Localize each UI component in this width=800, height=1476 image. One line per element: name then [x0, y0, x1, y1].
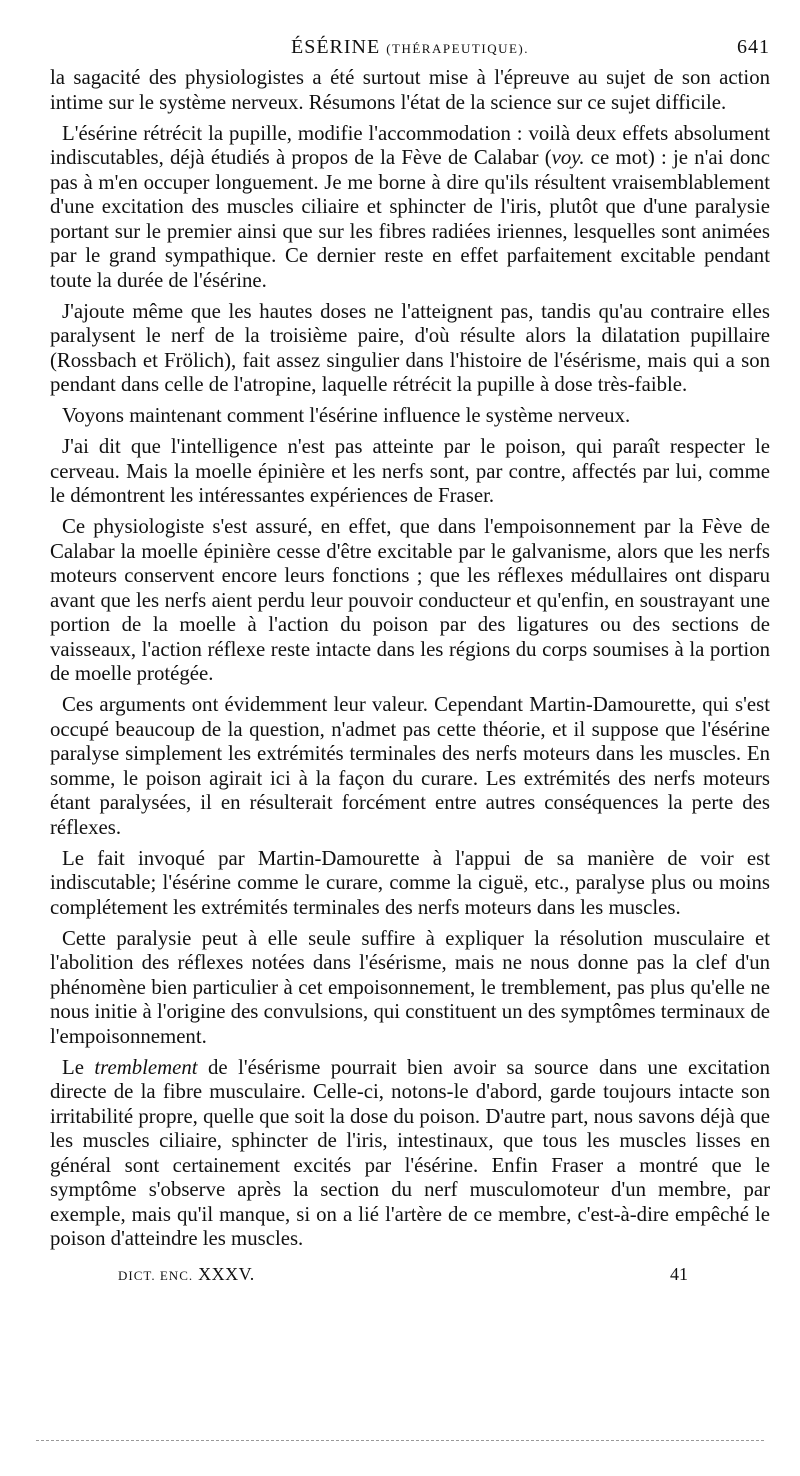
header-title: ÉSÉRINE — [290, 36, 381, 58]
paragraph: J'ai dit que l'intelligence n'est pas atteinte par le poison, qui paraît respecter le cerveau. Mais la moelle épinière et les nerfs sont, par contre, affectés par lui, comme le démontrent les intéressantes expériences de Fraser. — [50, 435, 770, 507]
paragraph: Voyons maintenant comment l'ésérine influence le système nerveux. — [62, 404, 631, 427]
body-text — [50, 66, 770, 1252]
paragraph: Cette paralysie peut à elle seule suffire à expliquer la résolution musculaire et l'abolition des réflexes notées dans l'ésérisme, mais ne nous donne pas la clef d'un phénomène bien particulier à cet empoisonnement, le tremblement, pas plus qu'elle ne nous initie à l'origine des convulsions, qui constituent un des symptômes terminaux de l'empoisonnement. — [50, 926, 770, 1048]
volume-signature — [118, 1264, 255, 1285]
italic-term: voy. — [551, 146, 585, 169]
paragraph: Ces arguments ont évidemment leur valeur. Cependant Martin-Damourette, qui s'est occupé beaucoup de la question, n'admet pas cette théorie, et il suppose que l'ésérine paralyse simplement les extrémités terminales des nerfs moteurs dans les muscles. En somme, le poison agirait ici à la façon du curare. Les extrémités des nerfs moteurs étant paralysées, il en résulterait forcément entre autres conséquences la perte des réflexes. — [50, 693, 770, 839]
printer-signature: 41 — [670, 1263, 688, 1284]
volume-number: XXXV. — [198, 1263, 255, 1284]
paragraph: Ce physiologiste s'est assuré, en effet, que dans l'empoisonnement par la Fève de Calabar la moelle épinière cesse d'être excitable par le galvanisme, alors que les nerfs moteurs conservent encore leurs fonctions ; que les réflexes médullaires ont disparu avant que les nerfs aient perdu leur pouvoir conducteur et qu'enfin, en soustrayant une portion de la moelle à l'action du poison par des ligatures ou des sections de vaisseaux, l'action réflexe reste intacte dans les régions du corps soumises à la portion de moelle protégée. — [50, 515, 770, 685]
italic-term: tremblement — [94, 1055, 198, 1079]
paragraph: L'ésérine rétrécit la pupille, modifie l'accommodation : voilà deux effets absolument indiscutables, déjà étudiés à propos de la Fève de Calabar (voy. ce mot) : je n'ai donc pas à m'en occuper longuement. Je me borne à dire qu'ils résultent vraisemblablement d'une excitation des muscles ciliaire et sphincter de l'iris, plutôt que d'une paralysie portant sur le premier ainsi que sur les fibres radiées iriennes, lesquelles sont animées par le grand sympathique. Ce dernier reste en effet parfaitement excitable pendant toute la durée de l'ésérine. — [50, 121, 770, 292]
paragraph: la sagacité des physiologistes a été surtout mise à l'épreuve au sujet de son action intime sur le système nerveux. Résumons l'état de la science sur ce sujet difficile. — [50, 66, 770, 114]
paragraph: Le tremblement de l'ésérisme pourrait bien avoir sa source dans une excitation directe de la fibre musculaire. Celle-ci, notons-le d'abord, garde toujours intacte son irritabilité propre, quelle que soit la dose du poison. D'autre part, nous savons déjà que les muscles ciliaire, sphincter de l'iris, intestinaux, que tous les muscles lisses en général sont certainement excités par l'ésérine. Enfin Fraser a montré que le symptôme s'observe après la section du nerf musculomoteur d'un membre, par exemple, mais qu'il manque, si on a lié l'artère de ce membre, c'est-à-dire empêché le poison d'atteindre les muscles. — [50, 1055, 770, 1250]
paragraph: J'ajoute même que les hautes doses ne l'atteignent pas, tandis qu'au contraire elles paralysent le nerf de la troisième paire, d'où résulte alors la dilatation pupillaire (Rossbach et Frölich), fait assez singulier dans l'histoire de l'ésérisme, mais qui a son pendant dans celle de l'atropine, laquelle rétrécit la pupille à dose très-faible. — [50, 299, 770, 396]
bottom-rule — [36, 1440, 764, 1441]
page-number: 641 — [737, 36, 770, 58]
page-footer — [50, 1264, 770, 1294]
running-header — [50, 36, 770, 62]
paragraph: Le fait invoqué par Martin-Damourette à l'appui de sa manière de voir est indiscutable; l'ésérine comme le curare, comme la ciguë, etc., paralyse plus ou moins complétement les extrémités terminales des nerfs moteurs dans les muscles. — [50, 846, 770, 919]
dictionary-abbreviation: DICT. ENC. — [118, 1267, 194, 1283]
header-subject: (THÉRAPEUTIQUE). — [386, 41, 529, 56]
